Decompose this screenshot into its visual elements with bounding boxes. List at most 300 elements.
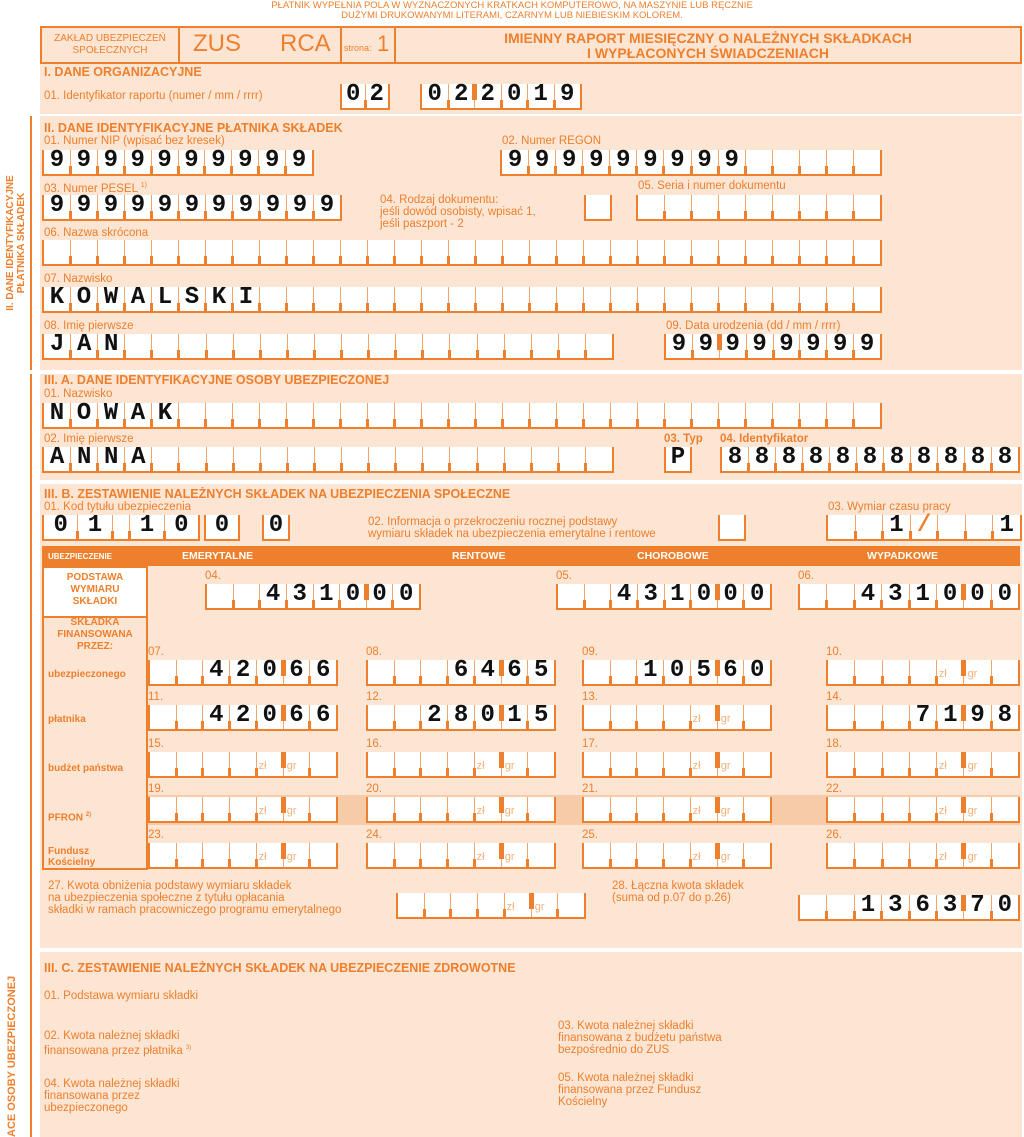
total-label-1: 28. Łączna kwota składek xyxy=(612,880,744,892)
identifier-field[interactable] xyxy=(720,444,1020,473)
amount-cell xyxy=(744,843,770,867)
contrib-church-sickness[interactable] xyxy=(582,843,772,869)
dob-label: 09. Data urodzenia (dd / mm / rrrr) xyxy=(666,320,841,332)
char-cell xyxy=(287,287,314,311)
amount-cell: 0 xyxy=(664,660,691,684)
contrib-insured-disability[interactable] xyxy=(366,657,556,686)
doc-type-label-3: jeśli paszport - 2 xyxy=(380,218,464,230)
amount-cell xyxy=(230,797,257,821)
contrib-pfron-sickness-number: 21. xyxy=(582,783,598,795)
amount-cell xyxy=(855,843,882,867)
char-cell xyxy=(557,287,584,311)
amount-cell xyxy=(398,893,425,917)
char-cell: I xyxy=(233,287,260,311)
report-number-field[interactable]: 0 2 xyxy=(340,84,390,110)
char-cell xyxy=(746,240,773,264)
char-cell: 9 xyxy=(719,150,746,174)
char-cell xyxy=(342,447,369,471)
char-cell: 8 xyxy=(857,447,884,471)
contrib-budget-disability-number: 16. xyxy=(366,738,382,750)
char-cell xyxy=(179,240,206,264)
char-cell xyxy=(342,334,369,358)
contrib-payer-sickness-zl-hint: zł xyxy=(692,713,701,725)
char-cell xyxy=(288,447,315,471)
contrib-church-pension[interactable] xyxy=(148,843,338,869)
contrib-pfron-sickness-gr-hint: gr xyxy=(720,805,731,817)
contrib-insured-disability-number: 08. xyxy=(366,646,382,658)
contrib-pfron-disability-gr-hint: gr xyxy=(504,805,515,817)
char-cell xyxy=(638,195,665,219)
dob-field[interactable] xyxy=(664,331,882,360)
section-2-side-line xyxy=(30,116,32,370)
contrib-pfron-pension-zl-hint: zł xyxy=(258,805,267,817)
char-cell xyxy=(422,240,449,264)
amount-cell xyxy=(451,893,478,917)
contrib-church-sickness-zl-hint: zł xyxy=(692,851,701,863)
char-cell: 8 xyxy=(830,447,857,471)
contrib-budget-pension[interactable] xyxy=(148,752,338,778)
contrib-insured-sickness[interactable] xyxy=(582,657,772,686)
amount-cell xyxy=(585,584,612,608)
char-cell xyxy=(314,240,341,264)
col-pension: EMERYTALNE xyxy=(182,550,254,562)
amount-cell xyxy=(828,752,855,776)
report-date-field[interactable]: 0 2 2 0 1 9 xyxy=(420,84,582,110)
contrib-pfron-accident[interactable] xyxy=(826,797,1020,823)
health-budget-label-1: 03. Kwota należnej składki xyxy=(558,1020,694,1032)
base-pension-number: 04. xyxy=(205,570,221,582)
short-name-field[interactable] xyxy=(42,240,882,266)
amount-cell: 0 xyxy=(937,584,964,608)
char-cell xyxy=(719,240,746,264)
amount-cell xyxy=(310,843,336,867)
amount-cell: 6 xyxy=(502,660,529,684)
contrib-church-accident-number: 26. xyxy=(826,829,842,841)
amount-cell xyxy=(584,752,611,776)
id-type-field[interactable]: P xyxy=(664,447,692,473)
contrib-payer-pension[interactable] xyxy=(148,702,338,731)
amount-cell: 7 xyxy=(964,895,991,919)
payer-surname-field[interactable] xyxy=(42,284,882,313)
health-budget-label-2: finansowana z budżetu państwa xyxy=(558,1032,722,1044)
char-cell xyxy=(152,240,179,264)
contrib-church-pension-number: 23. xyxy=(148,829,164,841)
contrib-payer-disability-number: 12. xyxy=(366,691,382,703)
char-cell: 9 xyxy=(205,150,232,174)
contrib-budget-disability[interactable] xyxy=(366,752,556,778)
health-payer-label-2: finansowana przez płatnika $^{3)}$ xyxy=(44,1044,192,1057)
char-cell: N xyxy=(98,334,125,358)
char-cell xyxy=(773,403,800,427)
col-accident: WYPADKOWE xyxy=(867,550,938,562)
char-cell: N xyxy=(71,447,98,471)
char-cell xyxy=(773,195,800,219)
char-cell xyxy=(827,287,854,311)
amount-cell xyxy=(744,752,770,776)
insurance-code-field-3[interactable]: 0 xyxy=(262,515,290,541)
amount-cell xyxy=(910,752,937,776)
char-cell xyxy=(773,240,800,264)
insured-firstname-label: 02. Imię pierwsze xyxy=(44,433,134,445)
char-cell: 9 xyxy=(179,150,206,174)
char-cell xyxy=(827,240,854,264)
char-cell xyxy=(450,334,477,358)
char-cell xyxy=(611,287,638,311)
contrib-budget-sickness[interactable] xyxy=(582,752,772,778)
char-cell: 9 xyxy=(98,150,125,174)
amount-cell xyxy=(992,797,1018,821)
char-cell xyxy=(800,403,827,427)
char-cell xyxy=(719,287,746,311)
amount-cell: 2 xyxy=(230,705,257,729)
char-cell: 9 xyxy=(859,331,875,358)
char-cell: 9 xyxy=(125,195,152,219)
char-cell xyxy=(260,240,287,264)
col-sickness: CHOROBOWE xyxy=(637,550,709,562)
section-3c-title: III. C. ZESTAWIENIE NALEŻNYCH SKŁADEK NA UBEZPIECZENIE ZDROWOTNE xyxy=(44,961,516,975)
payer-firstname-field[interactable] xyxy=(42,331,614,360)
char-cell: 9 xyxy=(637,150,664,174)
char-cell: 9 xyxy=(71,195,98,219)
contrib-insured-accident-zl-hint: zł xyxy=(938,668,947,680)
char-cell xyxy=(396,447,423,471)
char-cell xyxy=(478,334,505,358)
char-cell xyxy=(233,403,260,427)
char-cell: 9 xyxy=(206,195,233,219)
work-time-field[interactable]: 1 / 1 xyxy=(826,515,1022,541)
char-cell: 9 xyxy=(610,150,637,174)
amount-cell xyxy=(528,843,554,867)
char-cell xyxy=(152,447,179,471)
char-cell xyxy=(611,240,638,264)
char-cell xyxy=(692,195,719,219)
contrib-church-accident-gr-hint: gr xyxy=(967,851,978,863)
char-cell xyxy=(341,240,368,264)
amount-cell: 5 xyxy=(691,660,718,684)
char-cell: 9 xyxy=(233,195,260,219)
contrib-budget-pension-number: 15. xyxy=(148,738,164,750)
char-cell: 9 xyxy=(774,334,801,358)
amount-cell xyxy=(395,705,422,729)
reduction-label-3: składki w ramach pracowniczego programu emerytalnego xyxy=(48,904,342,916)
contrib-church-sickness-gr-hint: gr xyxy=(720,851,731,863)
contrib-payer-disability[interactable] xyxy=(366,702,556,731)
health-insured-label-3: ubezpieczonego xyxy=(44,1102,128,1114)
amount-cell xyxy=(883,705,910,729)
contrib-church-sickness-number: 25. xyxy=(582,829,598,841)
amount-cell: 1 xyxy=(314,584,341,608)
amount-cell: 6 xyxy=(284,705,311,729)
amount-cell xyxy=(395,752,422,776)
zus-code: ZUS xyxy=(193,30,241,57)
amount-cell: 0 xyxy=(691,584,718,608)
contrib-church-disability[interactable] xyxy=(366,843,556,869)
contrib-pfron-pension-number: 19. xyxy=(148,783,164,795)
amount-cell: 0 xyxy=(398,581,414,608)
amount-cell xyxy=(828,797,855,821)
amount-cell xyxy=(992,752,1018,776)
amount-cell xyxy=(637,705,664,729)
amount-cell xyxy=(368,797,395,821)
char-cell xyxy=(260,403,287,427)
amount-cell xyxy=(368,660,395,684)
char-cell xyxy=(854,150,880,174)
contrib-budget-sickness-number: 17. xyxy=(582,738,598,750)
amount-cell: 0 xyxy=(718,584,745,608)
contrib-church-disability-zl-hint: zł xyxy=(476,851,485,863)
amount-cell: 0 xyxy=(257,660,284,684)
amount-cell xyxy=(827,895,854,919)
amount-cell xyxy=(395,797,422,821)
char-cell xyxy=(207,334,234,358)
char-cell xyxy=(368,403,395,427)
char-cell xyxy=(476,287,503,311)
amount-cell: 6 xyxy=(448,660,475,684)
amount-cell: 0 xyxy=(257,705,284,729)
amount-cell xyxy=(150,797,177,821)
amount-cell xyxy=(611,705,638,729)
char-cell xyxy=(315,447,342,471)
amount-cell xyxy=(150,843,177,867)
base-accident[interactable] xyxy=(798,581,1020,610)
amount-cell: 0 xyxy=(749,657,765,684)
contrib-pfron-disability[interactable] xyxy=(366,797,556,823)
contrib-church-pension-zl-hint: zł xyxy=(258,851,267,863)
contrib-budget-accident-zl-hint: zł xyxy=(938,760,947,772)
contrib-budget-sickness-gr-hint: gr xyxy=(720,760,731,772)
char-cell xyxy=(505,447,532,471)
char-cell: 9 xyxy=(260,195,287,219)
insurance-code-label: 01. Kod tytułu ubezpieczenia xyxy=(44,501,192,513)
char-cell: 8 xyxy=(884,447,911,471)
total-amount[interactable] xyxy=(798,892,1020,921)
char-cell: 9 xyxy=(98,195,125,219)
amount-cell: 0 xyxy=(340,584,367,608)
base-sickness[interactable] xyxy=(556,581,772,610)
health-church-label-3: Kościelny xyxy=(558,1096,608,1108)
threshold-info-label-1: 02. Informacja o przekroczeniu rocznej podstawy xyxy=(368,516,618,528)
char-cell: 9 xyxy=(664,150,691,174)
amount-cell xyxy=(910,797,937,821)
char-cell: 8 xyxy=(803,447,830,471)
char-cell xyxy=(746,150,773,174)
contrib-insured-accident[interactable] xyxy=(826,660,1020,686)
doc-number-field[interactable] xyxy=(636,195,882,221)
contrib-church-disability-gr-hint: gr xyxy=(504,851,515,863)
contrib-insured-pension[interactable] xyxy=(148,657,338,686)
amount-cell xyxy=(910,843,937,867)
section-1-title: I. DANE ORGANIZACYJNE xyxy=(44,65,202,79)
pesel-field[interactable] xyxy=(42,192,342,221)
char-cell: 9 xyxy=(827,334,854,358)
nip-field[interactable] xyxy=(42,147,314,176)
char-cell xyxy=(638,240,665,264)
amount-cell: 5 xyxy=(533,657,549,684)
contrib-pfron-accident-number: 22. xyxy=(826,783,842,795)
contrib-pfron-sickness[interactable] xyxy=(582,797,772,823)
char-cell xyxy=(827,195,854,219)
base-pension[interactable] xyxy=(205,581,421,610)
amount-cell: 0 xyxy=(367,584,394,608)
contrib-church-accident[interactable] xyxy=(826,843,1020,869)
reduction-label-1: 27. Kwota obniżenia podstawy wymiaru składek xyxy=(48,880,292,892)
amount-cell xyxy=(883,797,910,821)
doc-type-label-1: 04. Rodzaj dokumentu: xyxy=(380,194,499,206)
char-cell: A xyxy=(125,403,152,427)
amount-cell: 6 xyxy=(718,660,745,684)
char-cell xyxy=(854,403,880,427)
amount-cell xyxy=(664,797,691,821)
contrib-budget-accident[interactable] xyxy=(826,752,1020,778)
amount-cell: 4 xyxy=(611,584,638,608)
section-3-side-line xyxy=(30,374,32,1137)
amount-cell: 1 xyxy=(637,660,664,684)
threshold-info-field[interactable] xyxy=(718,515,746,541)
char-cell: O xyxy=(71,287,98,311)
regon-label: 02. Numer REGON xyxy=(502,135,602,147)
section-3-side-label: ACE OSOBY UBEZPIECZONEJ xyxy=(6,975,18,1137)
amount-cell: 1 xyxy=(855,895,882,919)
char-cell xyxy=(800,195,827,219)
doc-type-field[interactable] xyxy=(584,195,612,221)
amount-cell xyxy=(855,797,882,821)
contrib-payer-accident[interactable] xyxy=(826,702,1020,731)
amount-cell xyxy=(744,797,770,821)
health-base-label: 01. Podstawa wymiaru składki xyxy=(44,990,199,1002)
health-budget-label-3: bezpośrednio do ZUS xyxy=(558,1044,670,1056)
char-cell xyxy=(692,287,719,311)
row-label-insured: ubezpieczonego xyxy=(48,669,126,680)
char-cell xyxy=(44,240,71,264)
char-cell xyxy=(233,240,260,264)
contrib-payer-sickness-gr-hint: gr xyxy=(720,713,731,725)
row-label-pfron: PFRON $^{2)}$ xyxy=(48,812,92,824)
amount-cell xyxy=(910,660,937,684)
amount-cell xyxy=(883,752,910,776)
char-cell xyxy=(261,447,288,471)
funded-label-2: FINANSOWANA xyxy=(57,629,133,640)
contrib-payer-sickness[interactable] xyxy=(582,705,772,731)
contrib-payer-accident-number: 14. xyxy=(826,691,842,703)
contrib-pfron-pension[interactable] xyxy=(148,797,338,823)
amount-cell: 8 xyxy=(997,702,1013,729)
contrib-budget-pension-gr-hint: gr xyxy=(286,760,297,772)
char-cell: 9 xyxy=(583,150,610,174)
char-cell xyxy=(746,287,773,311)
reduction-amount[interactable] xyxy=(396,893,586,919)
col-disability: RENTOWE xyxy=(452,550,506,562)
amount-cell xyxy=(421,752,448,776)
char-cell: K xyxy=(152,403,179,427)
amount-cell: 1 xyxy=(937,705,964,729)
rca-code: RCA xyxy=(280,30,331,57)
amount-cell xyxy=(368,843,395,867)
contrib-payer-pension-number: 11. xyxy=(148,691,164,703)
amount-cell xyxy=(421,843,448,867)
insured-surname-field[interactable] xyxy=(42,400,882,429)
amount-cell xyxy=(177,752,204,776)
amount-cell: 4 xyxy=(203,660,230,684)
char-cell xyxy=(692,403,719,427)
contrib-church-accident-zl-hint: zł xyxy=(938,851,947,863)
amount-cell xyxy=(177,843,204,867)
insured-firstname-field[interactable] xyxy=(42,444,614,473)
amount-cell: 3 xyxy=(882,895,909,919)
char-cell xyxy=(532,334,559,358)
nip-label: 01. Numer NIP (wpisać bez kresek) xyxy=(44,135,225,147)
top-note-line2: DUŻYMI DRUKOWANYMI LITERAMI, CZARNYM LUB NIEBIESKIM KOLOREM. xyxy=(341,10,683,21)
amount-cell: 1 xyxy=(910,584,937,608)
amount-cell xyxy=(584,797,611,821)
amount-cell xyxy=(637,752,664,776)
char-cell xyxy=(746,403,773,427)
char-cell: W xyxy=(98,287,125,311)
amount-cell xyxy=(230,752,257,776)
row-label-payer: płatnika xyxy=(48,714,86,725)
char-cell xyxy=(584,287,611,311)
char-cell: 9 xyxy=(747,334,774,358)
insurance-code-field-2[interactable]: 0 xyxy=(204,515,240,541)
row-label-church-fund-2: Kościelny xyxy=(48,857,96,868)
char-cell xyxy=(557,240,584,264)
work-time-label: 03. Wymiar czasu pracy xyxy=(828,501,951,513)
char-cell xyxy=(800,240,827,264)
contrib-budget-pension-zl-hint: zł xyxy=(258,760,267,772)
char-cell: 9 xyxy=(259,150,286,174)
amount-cell: 6 xyxy=(315,657,331,684)
amount-cell xyxy=(368,752,395,776)
regon-field[interactable] xyxy=(500,147,882,176)
char-cell xyxy=(665,403,692,427)
amount-cell xyxy=(855,660,882,684)
section-3b-title: III. B. ZESTAWIENIE NALEŻNYCH SKŁADEK NA UBEZPIECZENIA SPOŁECZNE xyxy=(44,487,511,501)
insurance-code-field[interactable]: 0 1 1 0 xyxy=(42,515,200,541)
char-cell xyxy=(449,403,476,427)
reduction-amount-gr-hint: gr xyxy=(534,901,545,913)
amount-cell: 4 xyxy=(855,584,882,608)
char-cell xyxy=(827,150,854,174)
amount-cell xyxy=(425,893,452,917)
char-cell xyxy=(449,240,476,264)
amount-cell xyxy=(584,660,611,684)
char-cell: 9 xyxy=(179,195,206,219)
amount-cell xyxy=(528,752,554,776)
char-cell xyxy=(234,334,261,358)
amount-cell: 0 xyxy=(749,581,765,608)
char-cell xyxy=(532,447,559,471)
char-cell: 9 xyxy=(291,147,307,174)
amount-cell xyxy=(611,752,638,776)
contrib-insured-pension-number: 07. xyxy=(148,646,164,658)
char-cell xyxy=(746,195,773,219)
contrib-insured-sickness-number: 09. xyxy=(582,646,598,658)
char-cell xyxy=(341,287,368,311)
amount-cell xyxy=(448,752,475,776)
char-cell xyxy=(854,287,880,311)
col-insurance: UBEZPIECZENIE xyxy=(48,551,113,561)
amount-cell: 0 xyxy=(964,584,991,608)
section-3a-title: III. A. DANE IDENTYFIKACYJNE OSOBY UBEZPIECZONEJ xyxy=(44,373,390,387)
char-cell xyxy=(638,403,665,427)
char-cell xyxy=(719,403,746,427)
char-cell: L xyxy=(152,287,179,311)
char-cell xyxy=(314,403,341,427)
zus-label-1: ZAKŁAD UBEZPIECZEŃ xyxy=(54,33,166,44)
amount-cell xyxy=(883,660,910,684)
char-cell: N xyxy=(44,403,71,427)
amount-cell xyxy=(421,660,448,684)
char-cell: 8 xyxy=(965,447,992,471)
